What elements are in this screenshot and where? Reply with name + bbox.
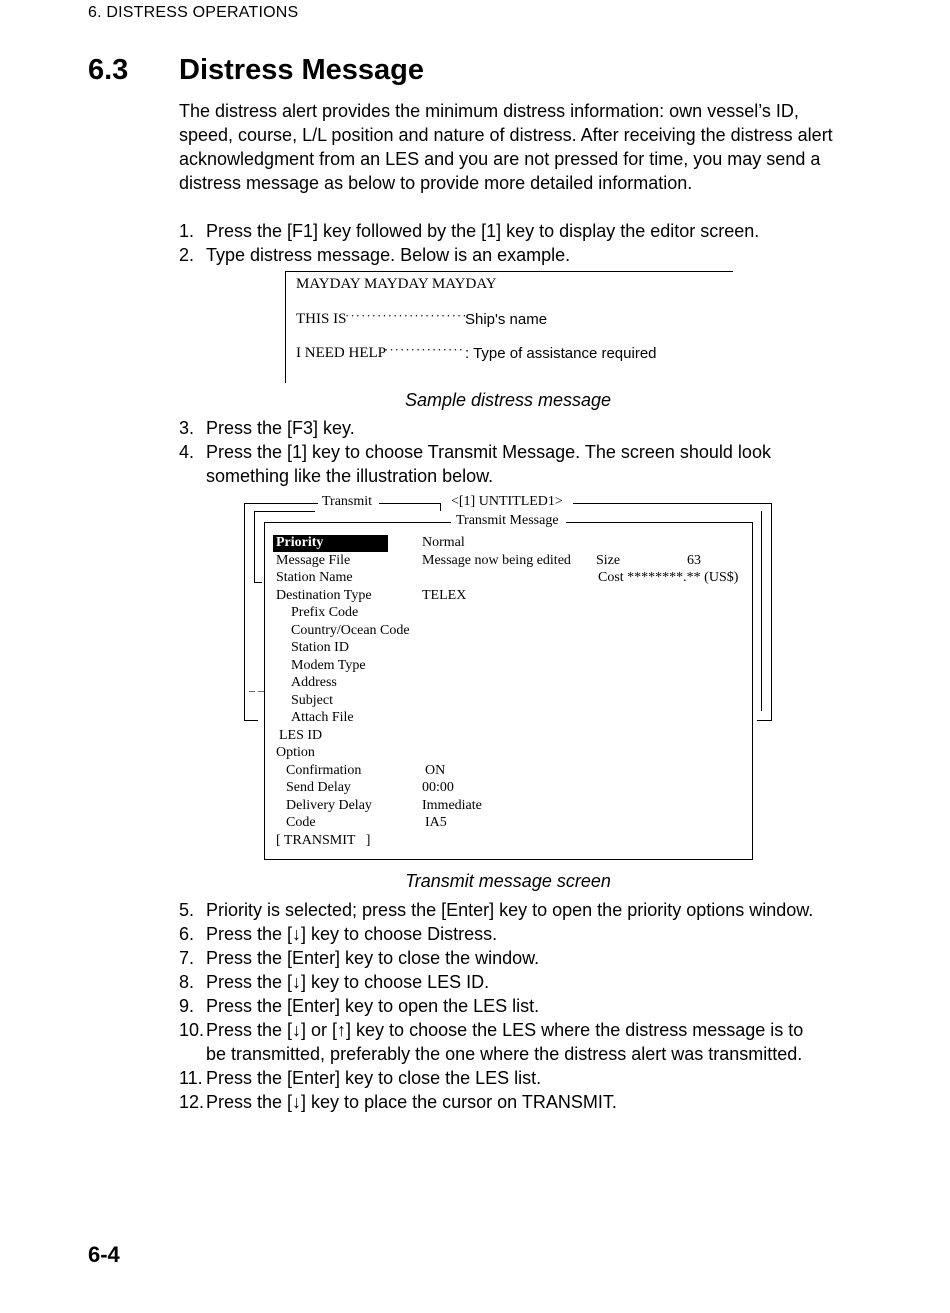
attach-file-label[interactable]: Attach File bbox=[291, 710, 354, 725]
sample-ships-name-note: Ship's name bbox=[465, 311, 548, 328]
running-header: 6. DISTRESS OPERATIONS bbox=[88, 4, 299, 21]
section-title: Distress Message bbox=[179, 54, 425, 86]
message-file-value: Message now being edited bbox=[422, 553, 571, 568]
modem-type-label[interactable]: Modem Type bbox=[291, 658, 366, 673]
destination-type-value: TELEX bbox=[422, 588, 467, 603]
send-delay-value: 00:00 bbox=[422, 780, 454, 795]
station-name-label[interactable]: Station Name bbox=[276, 570, 353, 585]
cost-readout: Cost ********.** (US$) bbox=[598, 570, 739, 585]
code-value: IA5 bbox=[425, 815, 447, 830]
window-title-transmit: Transmit bbox=[322, 494, 373, 509]
station-id-label[interactable]: Station ID bbox=[291, 640, 349, 655]
address-label[interactable]: Address bbox=[291, 675, 337, 690]
sample-this-is-label: THIS IS bbox=[296, 311, 347, 327]
priority-value[interactable]: Normal bbox=[422, 535, 465, 550]
size-label: Size bbox=[596, 553, 621, 568]
dialog-title: Transmit Message bbox=[456, 513, 559, 528]
les-id-label[interactable]: LES ID bbox=[279, 728, 323, 743]
sample-leader-dots: ······················· bbox=[345, 308, 468, 323]
message-file-label[interactable]: Message File bbox=[276, 553, 351, 568]
sample-leader-dots: ··············· bbox=[384, 342, 464, 357]
subject-label[interactable]: Subject bbox=[291, 693, 333, 708]
send-delay-label[interactable]: Send Delay bbox=[286, 780, 351, 795]
prefix-code-label[interactable]: Prefix Code bbox=[291, 605, 359, 620]
size-value: 63 bbox=[687, 553, 701, 568]
code-label[interactable]: Code bbox=[286, 815, 316, 830]
figure-caption: Transmit message screen bbox=[405, 871, 611, 891]
transmit-button[interactable]: [ TRANSMIT ] bbox=[276, 833, 371, 848]
intro-paragraph: The distress alert provides the minimum distress information: own vessel’s ID, speed, course, L/L position and nature of distress. After receiving the distress alert acknowledgment from an LES and you are not pressed for time, you may send a distress message as below to provide more detailed information. bbox=[179, 101, 833, 193]
delivery-delay-value: Immediate bbox=[422, 798, 482, 813]
confirmation-value: ON bbox=[425, 763, 446, 778]
country-ocean-code-label[interactable]: Country/Ocean Code bbox=[291, 623, 410, 638]
section-number: 6.3 bbox=[88, 54, 129, 86]
confirmation-label[interactable]: Confirmation bbox=[286, 763, 362, 778]
destination-type-label[interactable]: Destination Type bbox=[276, 588, 372, 603]
dashed-edge: – – bbox=[249, 683, 264, 697]
priority-label: Priority bbox=[276, 535, 324, 550]
document-title: <[1] UNTITLED1> bbox=[451, 494, 563, 509]
priority-highlight[interactable] bbox=[273, 535, 388, 552]
option-label: Option bbox=[276, 745, 315, 760]
sample-line-mayday: MAYDAY MAYDAY MAYDAY bbox=[296, 276, 497, 292]
delivery-delay-label[interactable]: Delivery Delay bbox=[286, 798, 372, 813]
page-number: 6-4 bbox=[88, 1242, 120, 1267]
figure-caption: Sample distress message bbox=[404, 390, 612, 410]
sample-need-help-label: I NEED HELP bbox=[296, 345, 386, 361]
sample-assistance-note: : Type of assistance required bbox=[465, 345, 657, 362]
